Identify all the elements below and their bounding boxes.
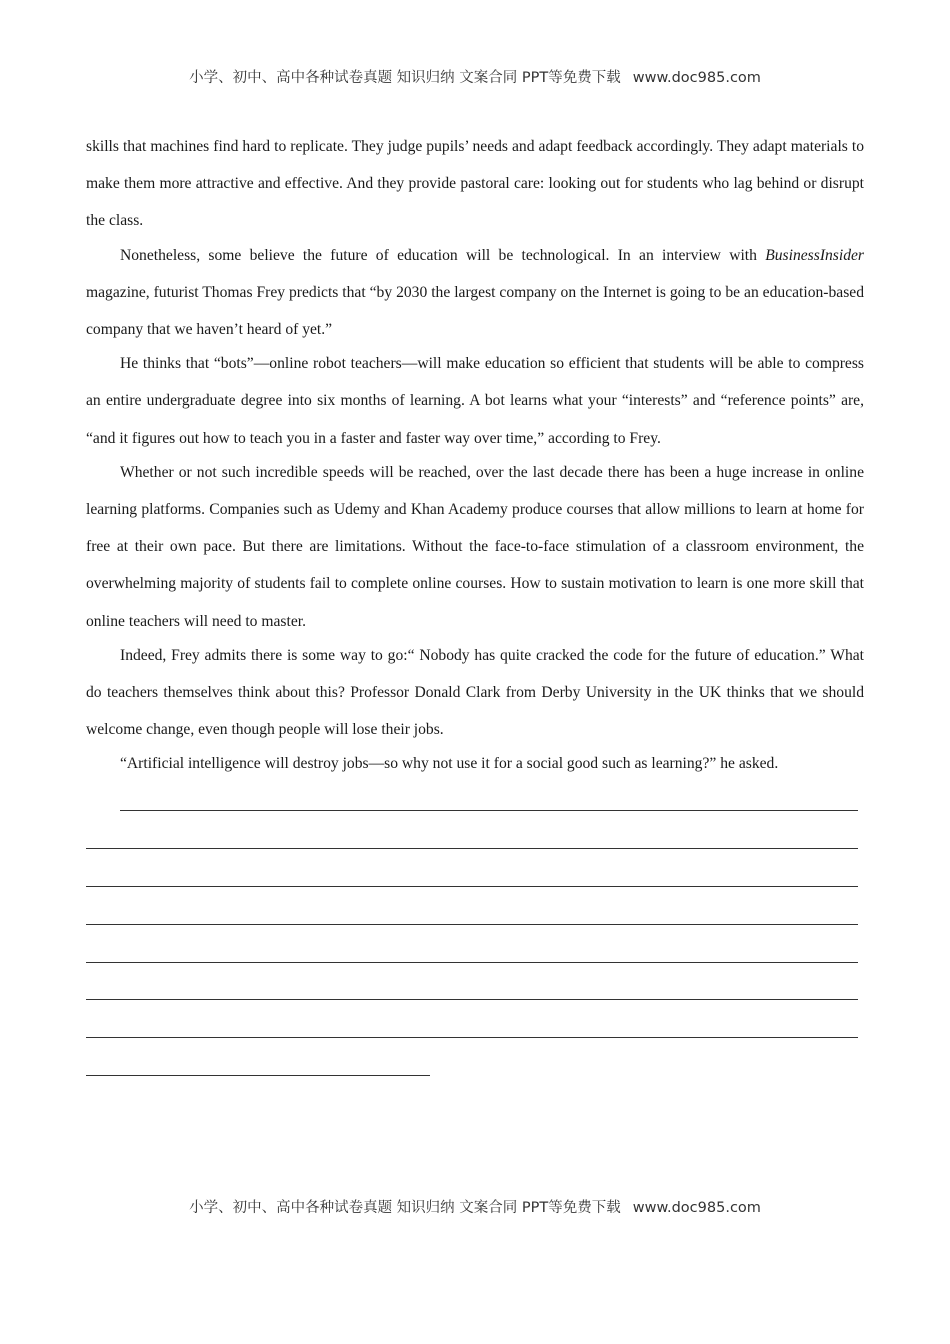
writing-line[interactable] [86, 999, 858, 1000]
paragraph-3: He thinks that “bots”—online robot teachers—will make education so efficient that students will be able to compress an entire undergraduate degree into six months of learning. A bot learns what your “interests” and “reference points” are, “and it figures out how to teach you in a faster and faster way over time,” according to Frey. [86, 355, 864, 447]
article-body [86, 128, 864, 783]
paragraph-1: skills that machines find hard to replicate. They judge pupils’ needs and adapt feedback accordingly. They adapt materials to make them more attractive and effective. And they provide pastoral care: looking out for students who lag behind or disrupt the class. [86, 138, 864, 230]
writing-line[interactable] [120, 810, 858, 811]
writing-line[interactable] [86, 962, 858, 963]
paragraph-2-text-a: Nonetheless, some believe the future of education will be technological. In an interview with [120, 246, 766, 264]
header-url[interactable]: www.doc985.com [632, 70, 761, 86]
footer-url[interactable]: www.doc985.com [632, 1200, 761, 1216]
writing-area[interactable] [86, 810, 858, 1113]
paragraph-6: “Artificial intelligence will destroy jobs—so why not use it for a social good such as learning?” he asked. [120, 755, 779, 773]
page-header [0, 66, 950, 87]
header-text: 小学、初中、高中各种试卷真题 知识归纳 文案合同 PPT等免费下载 [189, 70, 621, 86]
writing-line[interactable] [86, 1037, 858, 1038]
writing-line[interactable] [86, 1075, 430, 1076]
paragraph-2 [86, 237, 864, 349]
paragraph-2-text-b: magazine, futurist Thomas Frey predicts that “by 2030 the largest company on the Internet is going to be an education-based company that we haven’t heard of yet.” [86, 283, 864, 339]
writing-line[interactable] [86, 924, 858, 925]
paragraph-5: Indeed, Frey admits there is some way to go:“ Nobody has quite cracked the code for the future of education.” What do teachers themselves think about this? Professor Donald Clark from Derby University in the UK thinks that we should welcome change, even though people will lose their jobs. [86, 646, 864, 739]
magazine-title: BusinessInsider [765, 246, 864, 264]
footer-text: 小学、初中、高中各种试卷真题 知识归纳 文案合同 PPT等免费下载 [189, 1200, 621, 1216]
writing-line[interactable] [86, 886, 858, 887]
page-footer [0, 1196, 950, 1217]
paragraph-4: Whether or not such incredible speeds will be reached, over the last decade there has been a huge increase in online learning platforms. Companies such as Udemy and Khan Academy produce courses that allow millions to learn at home for free at their own pace. But there are limitations. Without the face-to-face stimulation of a classroom environment, the overwhelming majority of students fail to complete online courses. How to sustain motivation to learn is one more skill that online teachers will need to master. [86, 463, 864, 630]
writing-line[interactable] [86, 848, 858, 849]
